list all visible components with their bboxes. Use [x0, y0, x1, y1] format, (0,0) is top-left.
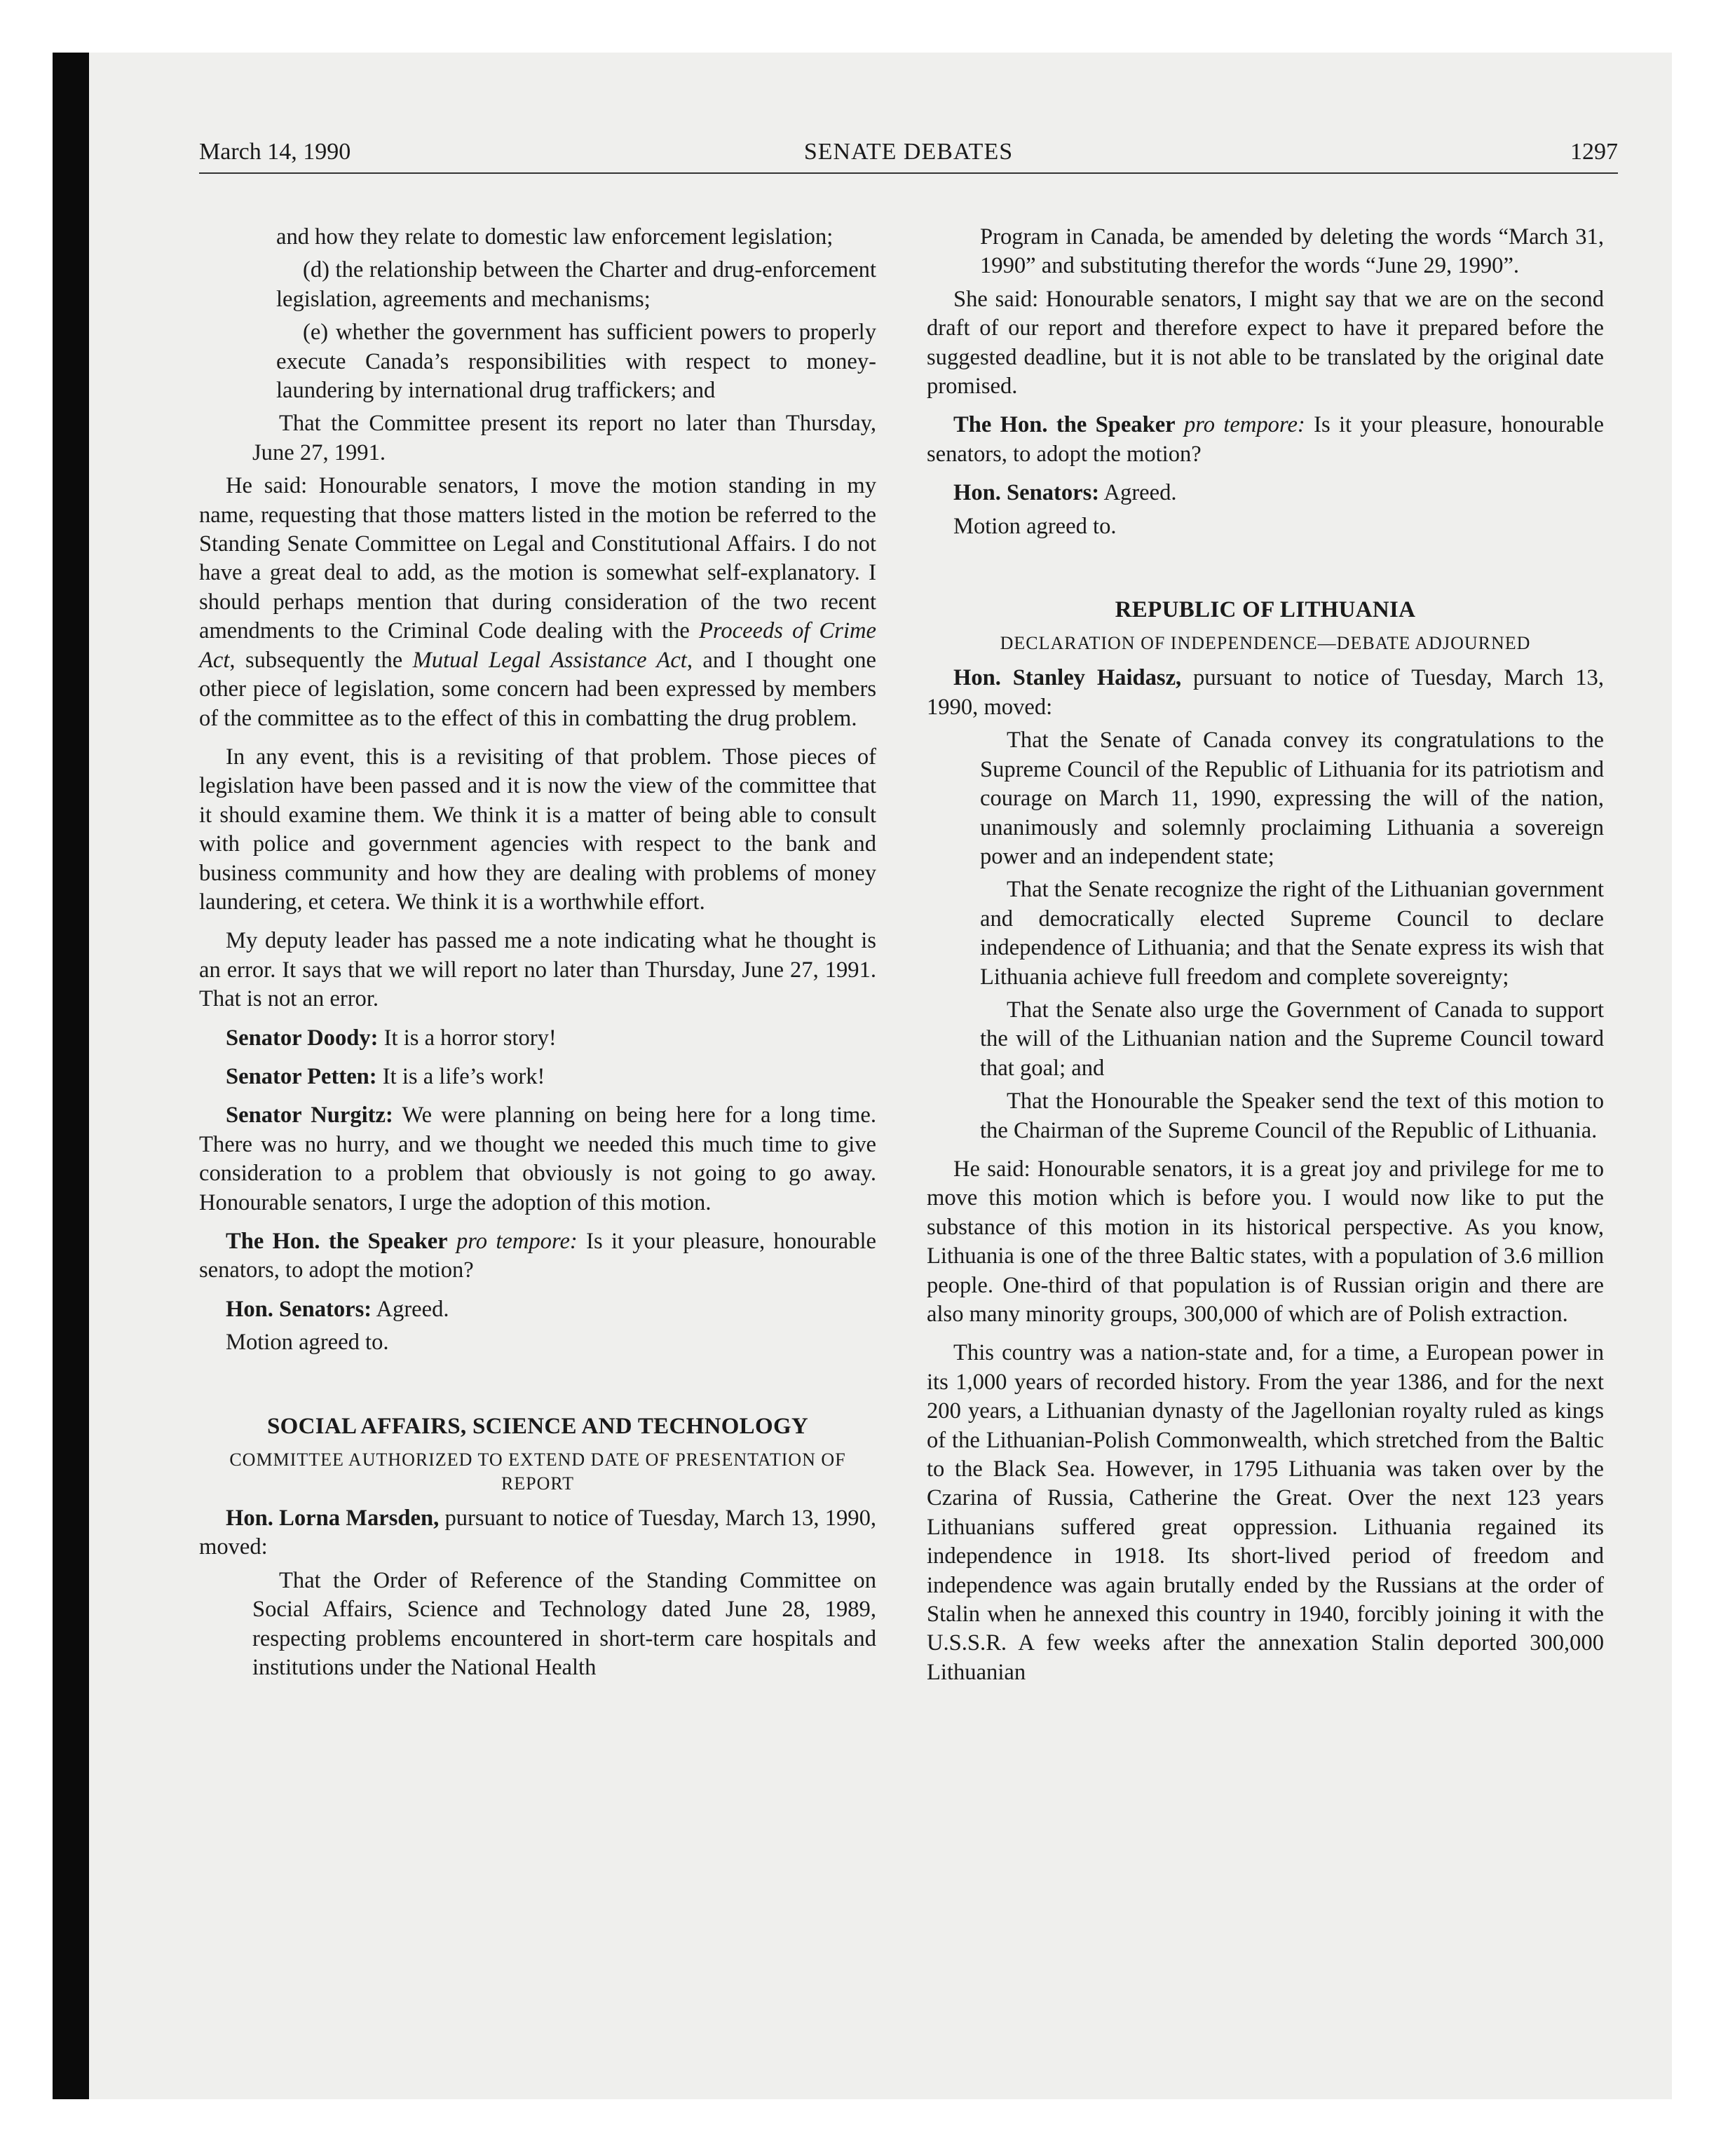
speaker-name: Hon. Stanley Haidasz, [953, 665, 1182, 691]
paragraph: This country was a nation-state and, for a time, a European power in its 1,000 years of recorded history. From the year 1386, and for the next 200 years, a Lithuanian dynasty of the Jagellonian royalty ruled as kings of the Lithuanian-Polish Commonwealth, which stretched from the Baltic to the Black Sea. However, in 1795 Lithuania was taken over by the Czarina of Russia, Catherine the Great. Over the next 123 years Lithuanians suffered great oppression. Lithuania regained its independence in 1918. Its short-lived period of freedom and independence was again brutally ended by the Russians at the order of Stalin when he annexed this country in 1940, forcibly joining it with the U.S.S.R. A few weeks after the annexation Stalin deported 300,000 Lithuanian [927, 1340, 1604, 1685]
act-title: Mutual Legal Assistance Act [412, 647, 687, 673]
page-header [199, 137, 1618, 174]
motion-agreed: Motion agreed to. [226, 1330, 389, 1356]
right-column [927, 223, 1604, 1697]
speaker-name: Senator Nurgitz: [226, 1103, 393, 1128]
speaker-name: Hon. Lorna Marsden, [226, 1506, 440, 1531]
speaker-name: Hon. Senators: [226, 1296, 372, 1322]
speech-petten: Senator Petten: It is a life’s work! [226, 1063, 545, 1089]
section-heading: REPUBLIC OF LITHUANIA [1115, 597, 1416, 623]
motion-text: That the Order of Reference of the Standing Committee on Social Affairs, Science and Technology dated June 28, 1989, respecting problems encountered in short-term care hospitals and institutions under the National Health [252, 1567, 876, 1681]
speech-haidasz: Hon. Stanley Haidasz, pursuant to notice of Tuesday, March 13, 1990, moved: [927, 665, 1604, 720]
paragraph: My deputy leader has passed me a note indicating what he thought is an error. It says that we will report no later than Thursday, June 27, 1991. That is not an error. [199, 928, 876, 1012]
paragraph: In any event, this is a revisiting of that problem. Those pieces of legislation have been passed and it is now the view of the committee that it should examine them. We think it is a matter of being able to consult with police and government agencies with respect to the bank and business community and how they are dealing with problems of money laundering, et cetera. We think it is a worthwhile effort. [199, 744, 876, 915]
header-date: March 14, 1990 [199, 139, 351, 165]
speech-speaker: The Hon. the Speaker pro tempore: Is it your pleasure, honourable senators, to adopt the motion? [927, 412, 1604, 467]
motion-agreed: Motion agreed to. [953, 513, 1117, 539]
speech-marsden: Hon. Lorna Marsden, pursuant to notice of Tuesday, March 13, 1990, moved: [199, 1506, 876, 1560]
section-subheading: COMMITTEE AUTHORIZED TO EXTEND DATE OF PRESENTATION OF REPORT [229, 1449, 846, 1494]
paragraph: (d) the relationship between the Charter and drug-enforcement legislation, agreements and mechanisms; [276, 257, 876, 312]
paragraph: She said: Honourable senators, I might say that we are on the second draft of our report and therefore expect to have it prepared before the suggested deadline, but it is not able to be translated by the original date promised. [927, 286, 1604, 400]
motion-clause: That the Senate of Canada convey its congratulations to the Supreme Council of the Republic of Lithuania for its patriotism and courage on March 11, 1990, expressing the will of the nation, unanimously and solemnly proclaiming Lithuania a sovereign power and an independent state; [980, 728, 1604, 869]
paragraph: He said: Honourable senators, I move the motion standing in my name, requesting that those matters listed in the motion be referred to the Standing Senate Committee on Legal and Constitutional Affairs. I do not have a great deal to add, as the motion is somewhat self-explanatory. I should perhaps mention that during consideration of the two recent amendments to the Criminal Code dealing with the Proceeds of Crime Act, subsequently the Mutual Legal Assistance Act, and I thought one other piece of legislation, some concern had been expressed by members of the committee as to the effect of this in combatting the drug problem. [199, 473, 876, 731]
motion-clause: That the Senate also urge the Government of Canada to support the will of the Lithuanian nation and the Supreme Council toward that goal; and [980, 997, 1604, 1081]
motion-clause: That the Honourable the Speaker send the text of this motion to the Chairman of the Supreme Council of the Republic of Lithuania. [980, 1089, 1604, 1143]
header-page-number: 1297 [1570, 139, 1618, 165]
speaker-name: Senator Petten: [226, 1063, 377, 1089]
section-subheading: DECLARATION OF INDEPENDENCE—DEBATE ADJOURNED [1000, 633, 1531, 654]
speaker-name: The Hon. the Speaker [953, 412, 1176, 438]
section-heading: SOCIAL AFFAIRS, SCIENCE AND TECHNOLOGY [266, 1413, 809, 1439]
speech-speaker: The Hon. the Speaker pro tempore: Is it your pleasure, honourable senators, to adopt the motion? [199, 1229, 876, 1283]
speech-senators: Hon. Senators: Agreed. [953, 480, 1177, 506]
left-column [199, 223, 876, 1692]
act-title: Proceeds of Crime Act [199, 618, 876, 673]
paragraph: That the Committee present its report no later than Thursday, June 27, 1991. [252, 411, 876, 465]
header-title: SENATE DEBATES [803, 139, 1014, 165]
speech-nurgitz: Senator Nurgitz: We were planning on being here for a long time. There was no hurry, and we thought we needed this much time to give consideration to a problem that obviously is not going to go away. Honourable senators, I urge the adoption of this motion. [199, 1103, 876, 1215]
paragraph: He said: Honourable senators, it is a great joy and privilege for me to move this motion which is before you. I would now like to put the substance of this motion in its historical perspective. As you know, Lithuania is one of the three Baltic states, with a population of 3.6 million people. One-third of that population is of Russian origin and there are also many minority groups, 300,000 of which are of Polish extraction. [927, 1156, 1604, 1327]
speech-senators: Hon. Senators: Agreed. [226, 1296, 449, 1322]
binding-edge [53, 53, 89, 2099]
paragraph: (e) whether the government has sufficient powers to properly execute Canada’s responsibilities with respect to money-laundering by international drug traffickers; and [276, 320, 876, 404]
speaker-name: The Hon. the Speaker [226, 1229, 448, 1254]
paragraph: and how they relate to domestic law enforcement legislation; [276, 224, 834, 250]
motion-clause: That the Senate recognize the right of the Lithuanian government and democratically elected Supreme Council to declare independence of Lithuania; and that the Senate express its wish that Lithuania achieve full freedom and complete sovereignty; [980, 877, 1604, 990]
speaker-name: Hon. Senators: [953, 480, 1100, 506]
speech-doody: Senator Doody: It is a horror story! [226, 1025, 557, 1051]
speaker-name: Senator Doody: [226, 1025, 379, 1051]
motion-text: Program in Canada, be amended by deleting the words “March 31, 1990” and substituting therefor the words “June 29, 1990”. [980, 224, 1604, 279]
